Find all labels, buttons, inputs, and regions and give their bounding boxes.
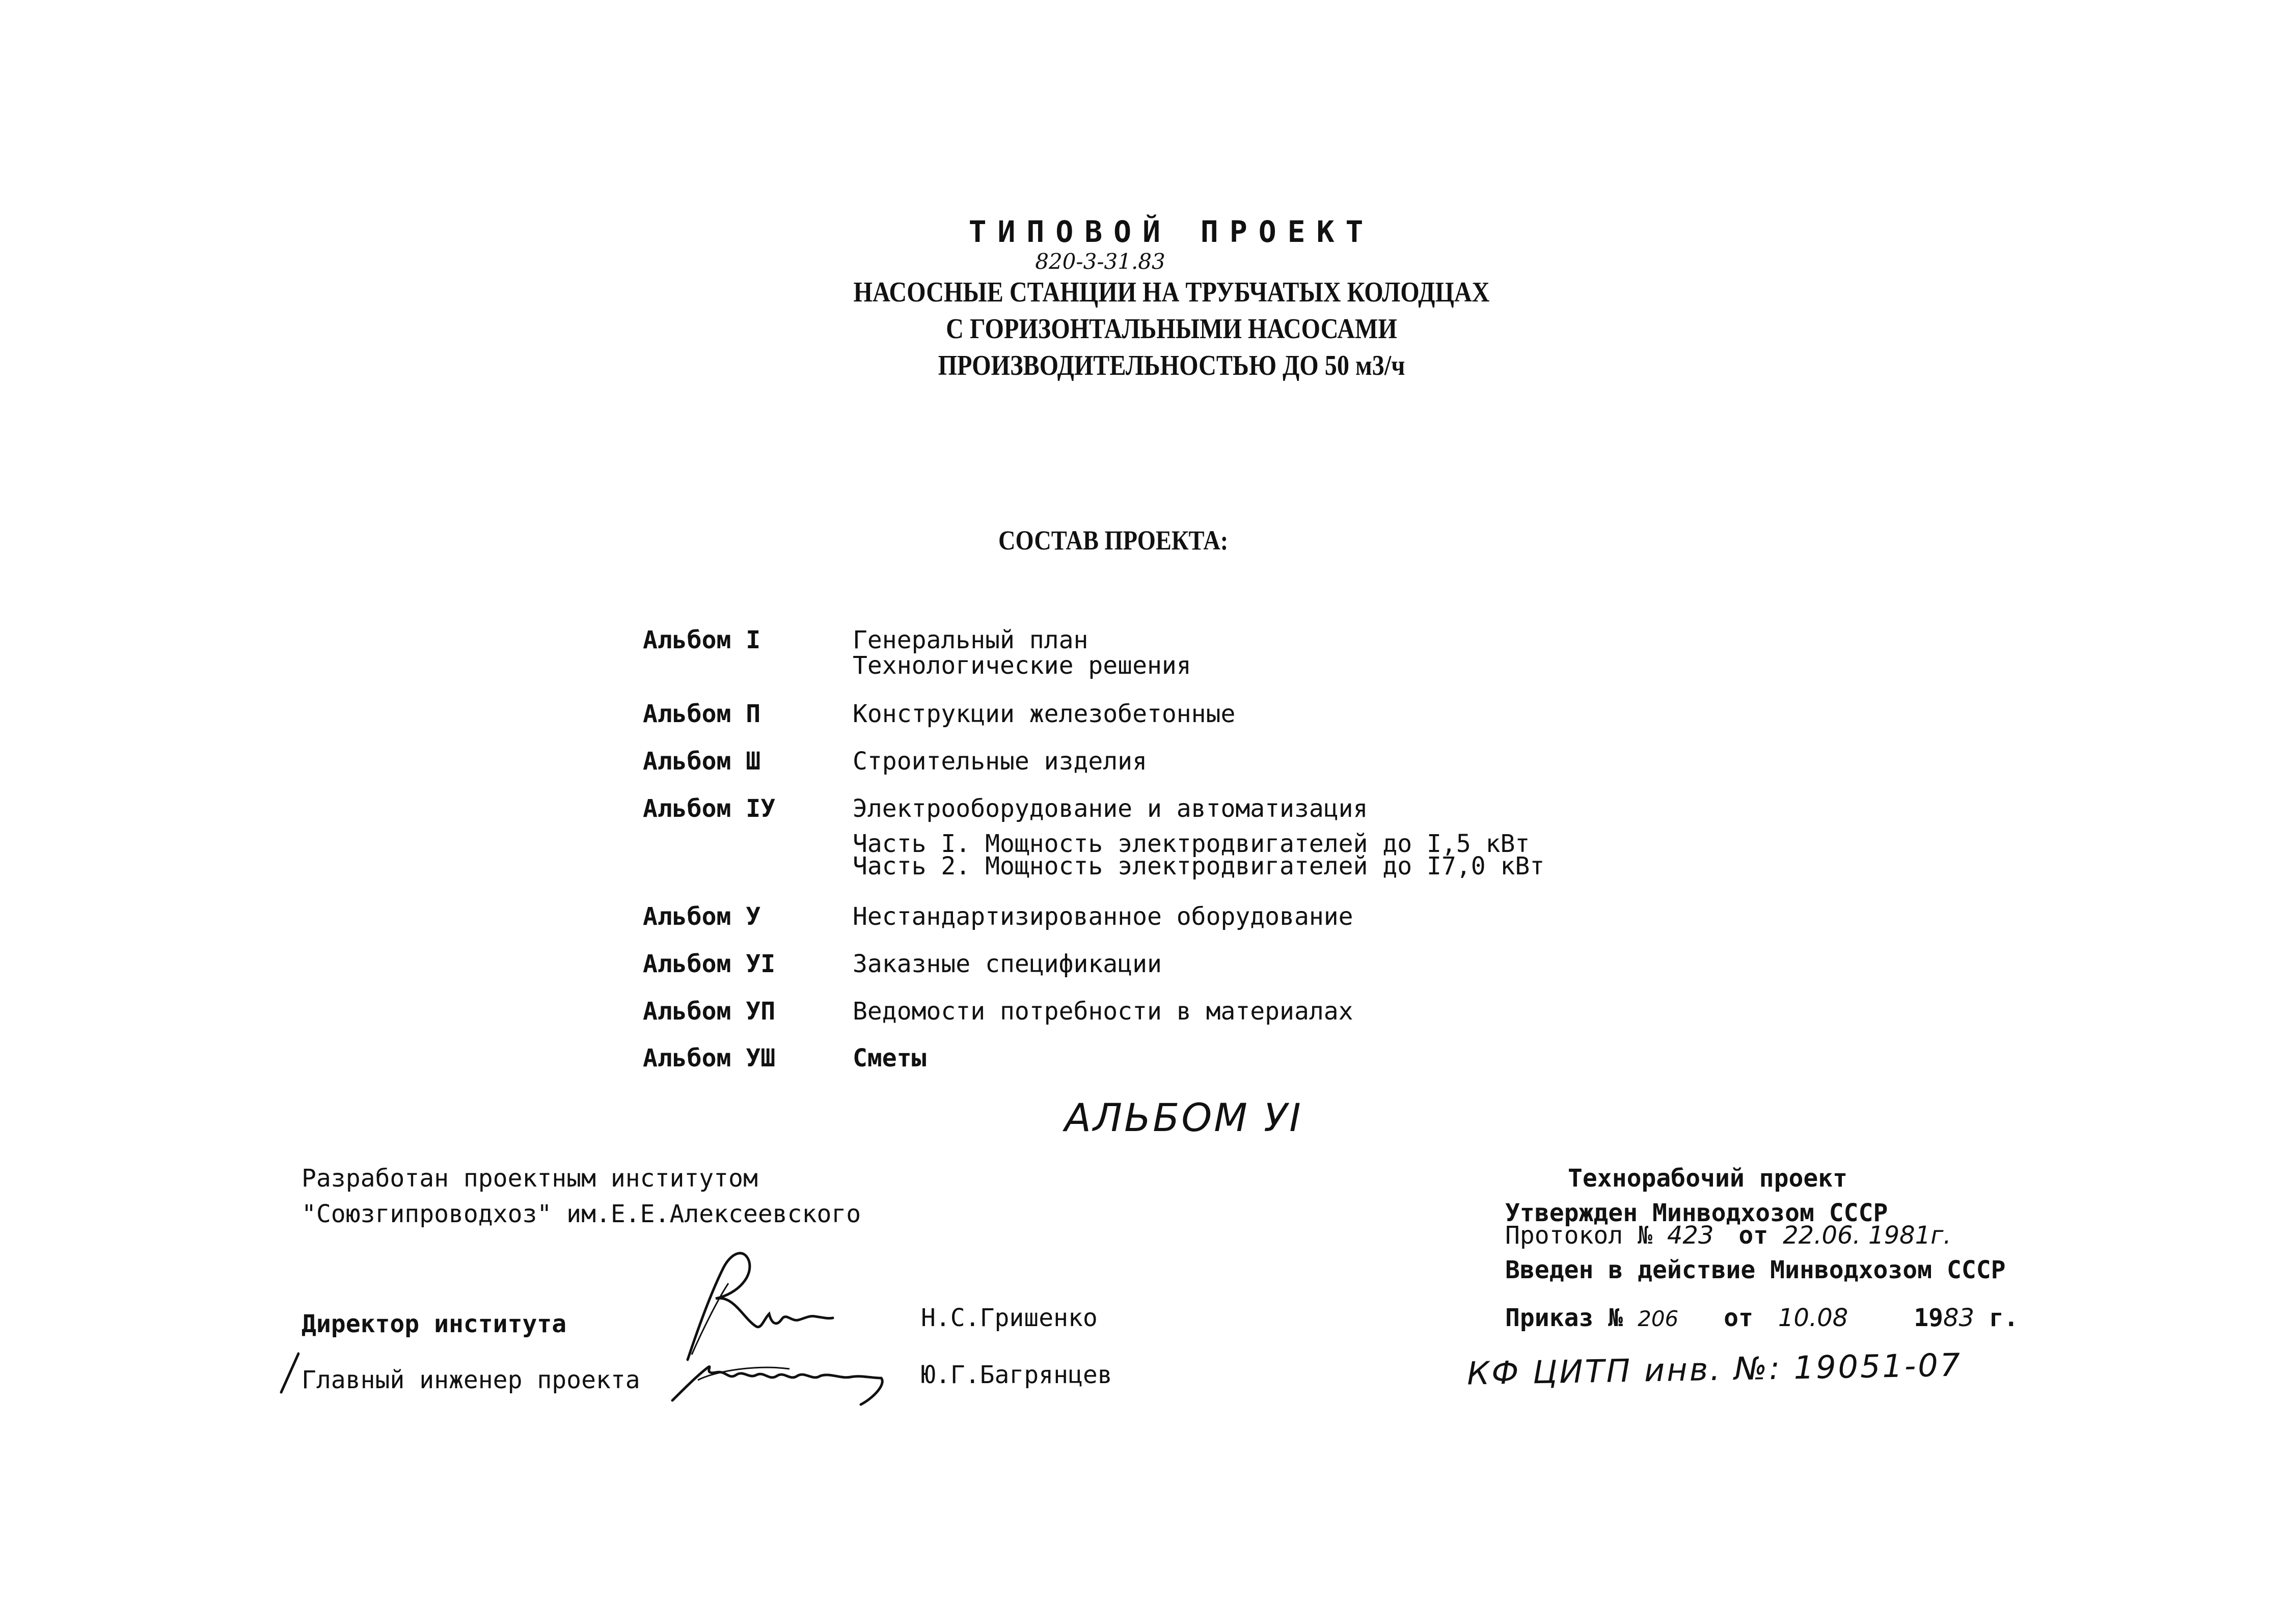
- inventory-number: КФ ЦИТП инв. №: 19051-07: [1466, 1346, 1963, 1392]
- album-line: Часть I. Мощность электродвигателей до I,5 кВт: [853, 830, 1530, 858]
- chief-engineer-name: Ю.Г.Багрянцев: [921, 1361, 1112, 1389]
- title-line-1: НАСОСНЫЕ СТАНЦИИ НА ТРУБЧАТЫХ КОЛОДЦАХ: [853, 277, 1490, 308]
- order-from: от: [1724, 1304, 1753, 1332]
- album-description: [853, 951, 1162, 977]
- album-label: Альбом Ш: [643, 747, 761, 776]
- director-name: Н.С.Гришенко: [921, 1304, 1098, 1332]
- order-date: 10.08: [1778, 1304, 1848, 1332]
- album-description: [853, 904, 1353, 929]
- album-description: [853, 1045, 927, 1071]
- composition-heading: СОСТАВ ПРОЕКТА:: [998, 525, 1229, 556]
- album-label: Альбом УШ: [643, 1044, 776, 1072]
- approval-heading: Технорабочий проект: [1568, 1164, 1848, 1193]
- album-line: Заказные спецификации: [853, 950, 1162, 978]
- album-description: [853, 999, 1353, 1024]
- approved-by: Утвержден Минводхозом СССР: [1505, 1199, 1888, 1227]
- title-line-3: ПРОИЗВОДИТЕЛЬНОСТЬЮ ДО 50 м3/ч: [938, 350, 1405, 381]
- document-type: ТИПОВОЙ ПРОЕКТ: [968, 214, 1375, 249]
- album-stamp: АЛЬБОМ УI: [1065, 1095, 1303, 1140]
- album-line: Строительные изделия: [853, 747, 1147, 776]
- order-label: Приказ №: [1505, 1304, 1623, 1332]
- album-description: [853, 749, 1147, 774]
- album-line: Нестандартизированное оборудование: [853, 902, 1353, 931]
- order-year-unit: г.: [1989, 1304, 2019, 1332]
- album-label: Альбом I: [643, 626, 761, 654]
- order-year-suffix: 83: [1943, 1304, 1975, 1332]
- album-label: Альбом У: [643, 902, 761, 931]
- album-label: Альбом УI: [643, 950, 776, 978]
- album-description: [853, 701, 1235, 727]
- album-line: Технологические решения: [853, 651, 1191, 680]
- protocol-date: 22.06. 1981г.: [1783, 1221, 1951, 1250]
- album-line: Сметы: [853, 1044, 927, 1072]
- album-description: [853, 794, 1545, 880]
- protocol-number: 423: [1667, 1221, 1714, 1250]
- album-label: Альбом IУ: [643, 794, 776, 823]
- document-number: 820-3-31.83: [1035, 249, 1165, 274]
- order-number: 206: [1638, 1306, 1679, 1331]
- order-year-prefix: 19: [1914, 1304, 1943, 1332]
- album-line: Ведомости потребности в материалах: [853, 997, 1353, 1026]
- protocol-label: Протокол №: [1505, 1221, 1652, 1250]
- protocol-line: [1505, 1221, 1951, 1250]
- album-line: Генеральный план: [853, 626, 1088, 654]
- developer-line-1: Разработан проектным институтом: [302, 1164, 758, 1193]
- album-line: Электрооборудование и автоматизация: [853, 794, 1368, 823]
- hand-mark: [279, 1350, 300, 1395]
- album-label: Альбом П: [643, 700, 761, 728]
- album-line: Часть 2. Мощность электродвигателей до I7,0 кВт: [853, 852, 1545, 880]
- enacted-by: Введен в действие Минводхозом СССР: [1505, 1256, 2006, 1284]
- chief-engineer-signature: [667, 1344, 907, 1411]
- album-label: Альбом УП: [643, 997, 776, 1026]
- protocol-from: от: [1738, 1221, 1768, 1250]
- title-line-2: С ГОРИЗОНТАЛЬНЫМИ НАСОСАМИ: [946, 313, 1397, 345]
- chief-engineer-title: Главный инженер проекта: [302, 1366, 640, 1394]
- developer-line-2: "Союзгипроводхоз" им.Е.Е.Алексеевского: [302, 1200, 861, 1228]
- director-title: Директор института: [302, 1310, 567, 1338]
- order-line: [1505, 1304, 2019, 1332]
- album-description: [853, 627, 1191, 678]
- album-line: Конструкции железобетонные: [853, 700, 1236, 728]
- title-block: [754, 214, 1589, 384]
